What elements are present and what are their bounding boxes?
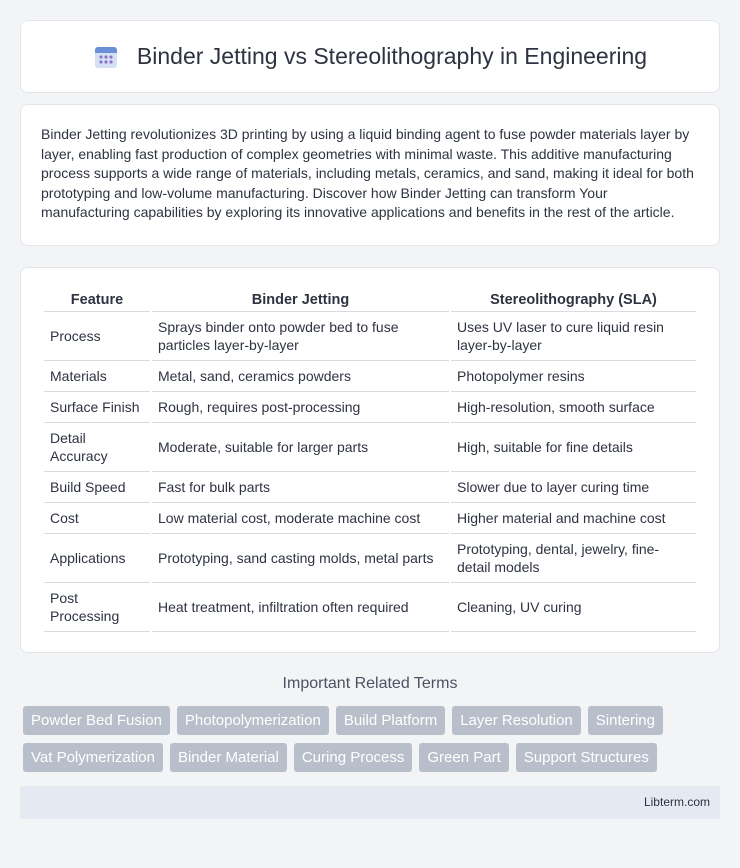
feature-cell: Cost — [44, 503, 150, 534]
binder-jetting-cell: Fast for bulk parts — [152, 472, 449, 503]
column-header-binder-jetting: Binder Jetting — [152, 286, 449, 312]
feature-cell: Materials — [44, 361, 150, 392]
column-header-feature: Feature — [44, 286, 150, 312]
related-terms-tags — [20, 706, 720, 772]
table-row — [44, 392, 696, 423]
tag-powder-bed-fusion[interactable]: Powder Bed Fusion — [23, 706, 170, 735]
table-row — [44, 534, 696, 583]
table-row — [44, 423, 696, 472]
sla-cell: Photopolymer resins — [451, 361, 696, 392]
tag-support-structures[interactable]: Support Structures — [516, 743, 657, 772]
comparison-card — [20, 267, 720, 653]
table-row — [44, 312, 696, 361]
binder-jetting-cell: Rough, requires post-processing — [152, 392, 449, 423]
footer — [20, 786, 720, 819]
tag-curing-process[interactable]: Curing Process — [294, 743, 413, 772]
table-row — [44, 361, 696, 392]
page-title: Binder Jetting vs Stereolithography in Engineering — [136, 43, 648, 69]
related-terms-title: Important Related Terms — [282, 674, 458, 692]
related-terms-section — [20, 675, 720, 772]
table-row — [44, 583, 696, 632]
tag-sintering[interactable]: Sintering — [588, 706, 663, 735]
binder-jetting-cell: Prototyping, sand casting molds, metal parts — [152, 534, 449, 583]
sla-cell: Prototyping, dental, jewelry, fine-detail models — [451, 534, 696, 583]
tag-green-part[interactable]: Green Part — [419, 743, 508, 772]
tag-vat-polymerization[interactable]: Vat Polymerization — [23, 743, 163, 772]
binder-jetting-cell: Low material cost, moderate machine cost — [152, 503, 449, 534]
page-header — [20, 20, 720, 93]
feature-cell: Process — [44, 312, 150, 361]
table-row — [44, 503, 696, 534]
binder-jetting-cell: Metal, sand, ceramics powders — [152, 361, 449, 392]
tag-binder-material[interactable]: Binder Material — [170, 743, 287, 772]
feature-cell: Surface Finish — [44, 392, 150, 423]
footer-brand-link[interactable]: Libterm.com — [643, 795, 710, 810]
tag-layer-resolution[interactable]: Layer Resolution — [452, 706, 581, 735]
binder-jetting-cell: Moderate, suitable for larger parts — [152, 423, 449, 472]
tag-photopolymerization[interactable]: Photopolymerization — [177, 706, 329, 735]
table-row — [44, 472, 696, 503]
sla-cell: Cleaning, UV curing — [451, 583, 696, 632]
feature-cell: Post Processing — [44, 583, 150, 632]
feature-cell: Detail Accuracy — [44, 423, 150, 472]
sla-cell: Uses UV laser to cure liquid resin layer-by-layer — [451, 312, 696, 361]
feature-cell: Build Speed — [44, 472, 150, 503]
table-header-row — [44, 286, 696, 312]
sla-cell: High-resolution, smooth surface — [451, 392, 696, 423]
binder-jetting-cell: Sprays binder onto powder bed to fuse particles layer-by-layer — [152, 312, 449, 361]
calendar-grid-icon — [93, 44, 119, 70]
sla-cell: Higher material and machine cost — [451, 503, 696, 534]
tag-build-platform[interactable]: Build Platform — [336, 706, 445, 735]
intro-card — [20, 104, 720, 246]
column-header-sla: Stereolithography (SLA) — [451, 286, 696, 312]
sla-cell: Slower due to layer curing time — [451, 472, 696, 503]
sla-cell: High, suitable for fine details — [451, 423, 696, 472]
comparison-table — [42, 286, 698, 632]
intro-text: Binder Jetting revolutionizes 3D printing by using a liquid binding agent to fuse powder materials layer by layer, enabling fast production of complex geometries with minimal waste. This additive manufacturing process supports a wide range of materials, including metals, ceramics, and sand, making it ideal for both prototyping and low-volume manufacturing. Discover how Binder Jetting can transform Your manufacturing capabilities by exploring its innovative applications and benefits in the rest of the article. — [41, 126, 694, 221]
binder-jetting-cell: Heat treatment, infiltration often required — [152, 583, 449, 632]
feature-cell: Applications — [44, 534, 150, 583]
